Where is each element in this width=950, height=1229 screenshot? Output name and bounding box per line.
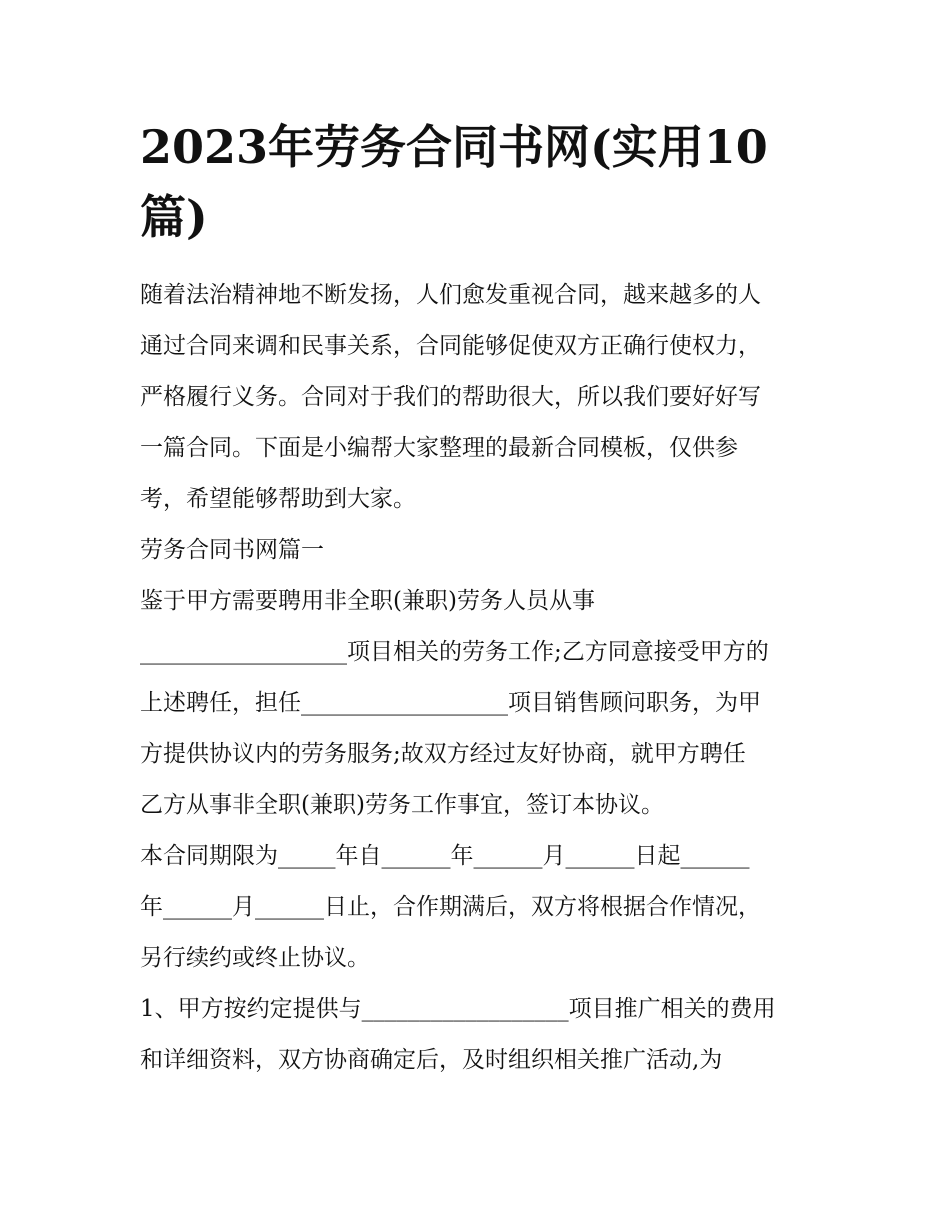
document-title bbox=[140, 112, 820, 252]
text-line: 劳务合同书网篇一 bbox=[140, 537, 324, 563]
text-line: 随着法治精神地不断发扬，人们愈发重视合同，越来越多的人 bbox=[140, 282, 761, 308]
intro-paragraph bbox=[140, 270, 820, 525]
text-line: 另行续约或终止协议。 bbox=[140, 945, 370, 971]
text-line: 年______月______日止，合作期满后，双方将根据合作情况， bbox=[140, 894, 761, 920]
title-line: 2023年劳务合同书网(实用10 bbox=[140, 120, 768, 174]
text-line: 乙方从事非全职(兼职)劳务工作事宜，签订本协议。 bbox=[140, 792, 664, 818]
section-heading bbox=[140, 525, 820, 576]
text-line: 考，希望能够帮助到大家。 bbox=[140, 486, 416, 512]
text-line: 上述聘任，担任__________________项目销售顾问职务，为甲 bbox=[140, 690, 761, 716]
clause-paragraph bbox=[140, 984, 820, 1086]
text-line: 严格履行义务。合同对于我们的帮助很大，所以我们要好好写 bbox=[140, 384, 761, 410]
text-line: 一篇合同。下面是小编帮大家整理的最新合同模板，仅供参 bbox=[140, 435, 738, 461]
title-line: 篇) bbox=[140, 190, 208, 244]
text-line: 鉴于甲方需要聘用非全职(兼职)劳务人员从事 bbox=[140, 588, 595, 614]
document-page bbox=[140, 112, 820, 1086]
text-line: __________________项目相关的劳务工作;乙方同意接受甲方的 bbox=[140, 639, 769, 665]
text-line: 方提供协议内的劳务服务;故双方经过友好协商，就甲方聘任 bbox=[140, 741, 746, 767]
text-line: 和详细资料，双方协商确定后，及时组织相关推广活动,为 bbox=[140, 1047, 723, 1073]
term-paragraph bbox=[140, 831, 820, 984]
document-body bbox=[140, 270, 820, 1086]
text-line: 通过合同来调和民事关系，合同能够促使双方正确行使权力， bbox=[140, 333, 761, 359]
text-line: 本合同期限为_____年自______年______月______日起______ bbox=[140, 843, 750, 869]
contract-paragraph bbox=[140, 576, 820, 831]
text-line: 1、甲方按约定提供与__________________项目推广相关的费用 bbox=[140, 996, 776, 1022]
